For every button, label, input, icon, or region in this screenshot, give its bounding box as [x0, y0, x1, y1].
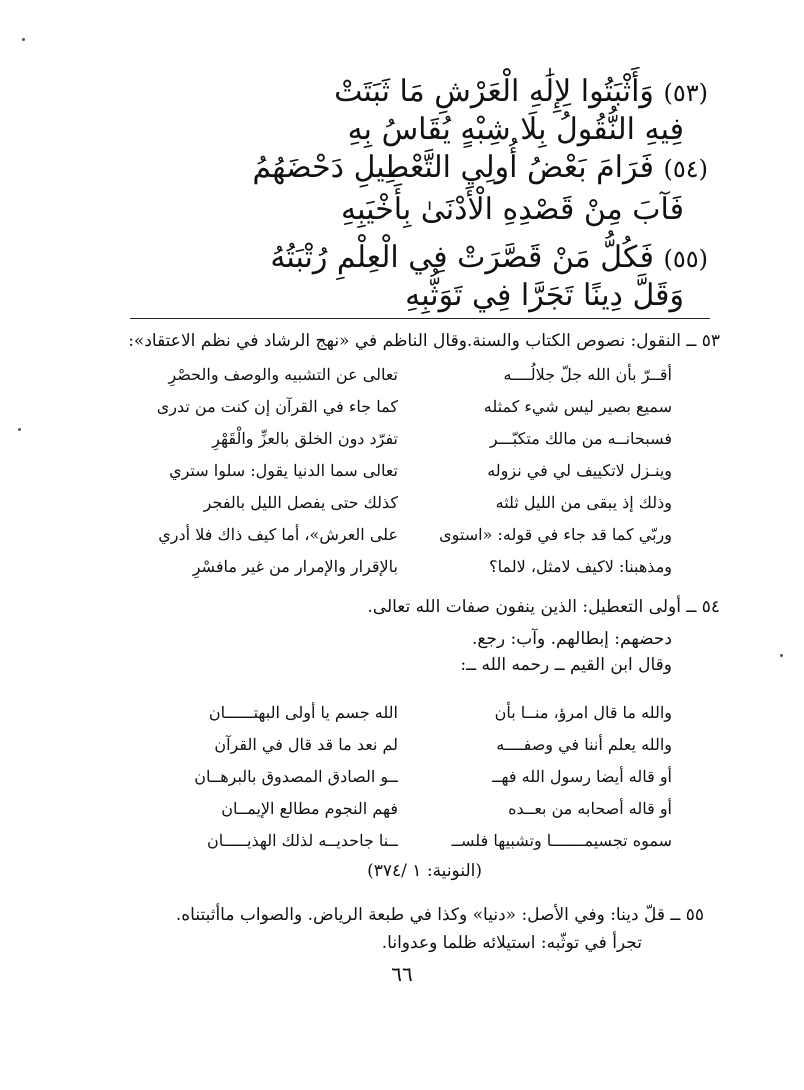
note-53-intro [120, 328, 720, 354]
note-53-verse-6-second: على العرش»، أما كيف ذاك فلا أدري [158, 525, 398, 544]
scan-speck [780, 654, 783, 657]
note-54-verse-3-first: أو قاله أيضا رسول الله فهــ [492, 767, 672, 786]
verse-text: فَرَامَ بَعْضُ أُولِي التَّعْطِيلِ دَحْضَهُمُ [252, 150, 654, 185]
scan-speck [18, 428, 21, 431]
note-53-verse-1-first: أقــرّ بأن الله جلّ جلالُــــه [503, 365, 672, 384]
note-54-verse-5-second: ــنا جاحديــه لذلك الهذيـــــان [206, 831, 398, 850]
verse-text: فَكُلُّ مَنْ قَصَّرَتْ فِي الْعِلْمِ رُتْبَتُهُ [270, 240, 654, 275]
note-54-verse-5-first: سموه تجسيمـــــــا وتشبيها فلســ [451, 831, 672, 850]
note-53-verse-7-first: ومذهبنا: لاكيف لامثل، لالما؟ [489, 557, 672, 576]
note-54-verse-1-second: الله جسم يا أولى البهتــــــان [208, 703, 398, 722]
note-54-verse-1-first: والله ما قال امرؤ، منــا بأن [494, 703, 672, 722]
note-text: قلّ دينا: وفي الأصل: «دنيا» وكذا في طبعة الرياض. والصواب ماأثبتناه. [175, 905, 665, 925]
verse-text: فَآبَ مِنْ قَصْدِهِ الْأَدْنَىٰ بِأَخْيَبِهِ [341, 192, 684, 227]
note-text: النقول: نصوص الكتاب والسنة.وقال الناظم في «نهج الرشاد في نظم الاعتقاد»: [128, 331, 681, 351]
note-54-source: (النونية: ١ /٣٧٤) [367, 861, 482, 881]
verse-text: فِيهِ النُّقُولُ بِلَا شِبْهٍ يُقَاسُ بِهِ [347, 112, 684, 147]
note-53-verse-7-second: بالإقرار والإمرار من غير مافسْرِ [192, 557, 398, 576]
footnote-divider [130, 318, 710, 319]
note-54-line-2: دحضهم: إبطالهم. وآب: رجع. [471, 629, 672, 649]
poem-line-53a [98, 72, 708, 113]
note-54-line-1 [120, 594, 720, 620]
poem-line-55b [124, 276, 684, 316]
poem-line-55a [98, 238, 708, 279]
verse-number: (٥٣) [663, 79, 708, 107]
note-54-verse-3-second: ــو الصادق المصدوق بالبرهــان [194, 767, 398, 786]
verse-text: وَأَثْبَتُوا لِإِلَٰهِ الْعَرْشِ مَا ثَبَتَتْ [334, 74, 654, 109]
note-53-verse-2-second: كما جاء في القرآن إن كنت من تدرى [156, 397, 398, 416]
poem-line-53b [124, 110, 684, 150]
note-marker: ٥٥ ــ [670, 905, 704, 925]
note-53-verse-3-first: فسبحانــه من مالك متكبّـــر [489, 429, 672, 448]
verse-number: (٥٥) [663, 245, 708, 273]
note-53-verse-4-first: وينـزل لاتكييف لي في نزوله [487, 461, 672, 480]
note-53-verse-5-first: وذلك إذ يبقى من الليل ثلثه [495, 493, 672, 512]
note-marker: ٥٤ ــ [686, 597, 720, 617]
note-54-line-3: وقال ابن القيم ــ رحمه الله ــ: [460, 655, 672, 675]
note-marker: ٥٣ ــ [686, 331, 720, 351]
note-55-line-1 [84, 902, 704, 928]
note-53-verse-5-second: كذلك حتى يفصل الليل بالفجر [203, 493, 398, 512]
note-text: أولى التعطيل: الذين ينفون صفات الله تعالى. [367, 597, 681, 617]
note-54-verse-2-second: لم نعد ما قد قال في القرآن [214, 735, 398, 754]
verse-text: وَقَلَّ دِينًا تَجَرَّا فِي تَوَثُّبِهِ [405, 278, 684, 313]
note-54-verse-4-second: فهم النجوم مطالع الإيمــان [221, 799, 398, 818]
note-55-line-2: تجرأ في توثّبه: استيلائه ظلما وعدوانا. [381, 933, 642, 953]
note-54-verse-2-first: والله يعلم أننا في وصفــــه [496, 735, 672, 754]
poem-line-54a [98, 148, 708, 189]
note-53-verse-1-second: تعالى عن التشبيه والوصف والحصْرِ [168, 365, 398, 384]
note-53-verse-4-second: تعالى سما الدنيا يقول: سلوا ستري [169, 461, 398, 480]
note-53-verse-2-first: سميع بصير ليس شيء كمثله [483, 397, 672, 416]
page-number: ٦٦ [391, 962, 413, 986]
note-53-verse-6-first: وربّي كما قد جاء في قوله: «استوى [439, 525, 672, 544]
verse-number: (٥٤) [663, 155, 708, 183]
note-53-verse-3-second: تفرّد دون الخلق بالعزِّ والْقَهْرِ [212, 429, 398, 448]
scan-speck [22, 38, 25, 41]
poem-line-54b [124, 190, 684, 230]
note-54-verse-4-first: أو قاله أصحابه من بعــده [508, 799, 672, 818]
